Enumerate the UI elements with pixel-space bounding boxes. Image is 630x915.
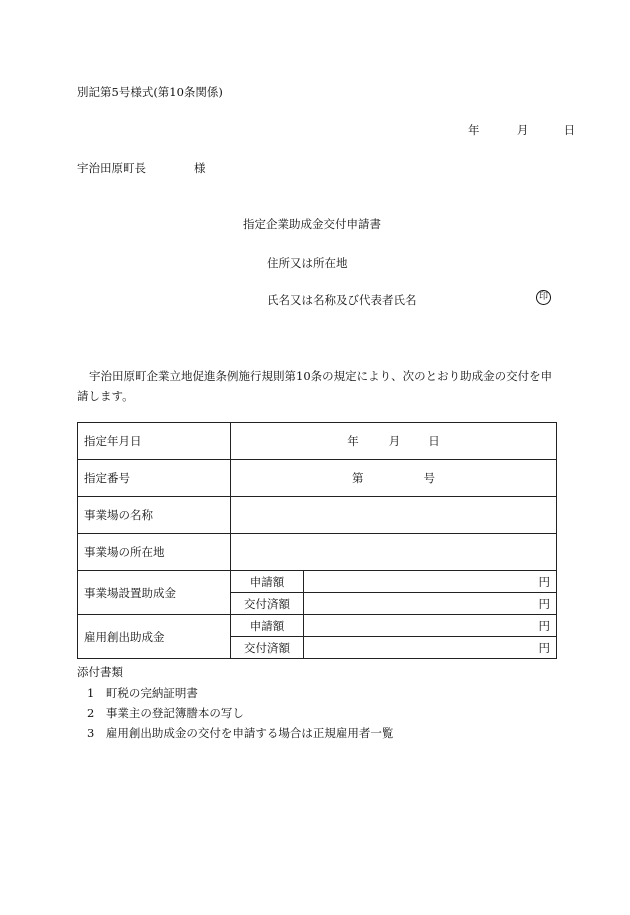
- employment-subsidy-granted-amount[interactable]: [304, 637, 557, 659]
- date-year: 年: [468, 123, 480, 137]
- seal-mark: 印: [536, 290, 551, 305]
- site-name-value[interactable]: [231, 497, 557, 534]
- document-title: 指定企業助成金交付申請書: [243, 217, 381, 231]
- site-location-label: 事業場の所在地: [78, 534, 231, 571]
- applicant-name-label: 氏名又は名称及び代表者氏名: [267, 293, 417, 307]
- application-table: [77, 422, 557, 659]
- addressee: [77, 160, 206, 176]
- date-day: 日: [563, 123, 576, 137]
- addressee-name: 宇治田原町長: [77, 161, 146, 175]
- body-text: 宇治田原町企業立地促進条例施行規則第10条の規定により、次のとおり助成金の交付を申請します。: [77, 369, 553, 403]
- table-row: [78, 460, 557, 497]
- site-subsidy-applied-label: 申請額: [231, 571, 304, 593]
- table-row: [78, 423, 557, 460]
- employment-subsidy-applied-label: 申請額: [231, 615, 304, 637]
- site-subsidy-applied-amount[interactable]: [304, 571, 557, 593]
- designation-number-prefix: 第: [352, 471, 364, 485]
- addressee-suffix: 様: [194, 161, 206, 175]
- date-line: [468, 122, 575, 138]
- table-row: [78, 534, 557, 571]
- site-subsidy-granted-amount[interactable]: [304, 593, 557, 615]
- date-month: 月: [516, 123, 529, 137]
- designation-number-suffix: 号: [423, 471, 435, 485]
- site-name-label: 事業場の名称: [78, 497, 231, 534]
- applicant-address-label: 住所又は所在地: [267, 256, 348, 270]
- site-subsidy-label: 事業場設置助成金: [78, 571, 231, 615]
- attachment-item: 1 町税の完納証明書: [87, 686, 198, 700]
- designation-number-value[interactable]: [231, 460, 557, 497]
- table-row: [78, 571, 557, 593]
- attachment-item: 2 事業主の登記簿謄本の写し: [87, 706, 244, 720]
- designation-number-label: 指定番号: [78, 460, 231, 497]
- designation-date-value[interactable]: [231, 423, 557, 460]
- yen-unit: 円: [538, 574, 550, 589]
- employment-subsidy-label: 雇用創出助成金: [78, 615, 231, 659]
- employment-subsidy-applied-amount[interactable]: [304, 615, 557, 637]
- yen-unit: 円: [538, 640, 550, 655]
- form-number: 別記第5号様式(第10条関係): [77, 85, 223, 99]
- designation-date-day: 日: [428, 434, 440, 448]
- attachments-title: 添付書類: [77, 665, 123, 679]
- table-row: [78, 615, 557, 637]
- designation-date-month: 月: [388, 434, 401, 448]
- table-row: [78, 497, 557, 534]
- site-subsidy-granted-label: 交付済額: [231, 593, 304, 615]
- designation-date-label: 指定年月日: [78, 423, 231, 460]
- attachment-item: 3 雇用創出助成金の交付を申請する場合は正規雇用者一覧: [87, 726, 394, 740]
- site-location-value[interactable]: [231, 534, 557, 571]
- designation-date-year: 年: [347, 434, 359, 448]
- yen-unit: 円: [538, 596, 550, 611]
- employment-subsidy-granted-label: 交付済額: [231, 637, 304, 659]
- yen-unit: 円: [538, 618, 550, 633]
